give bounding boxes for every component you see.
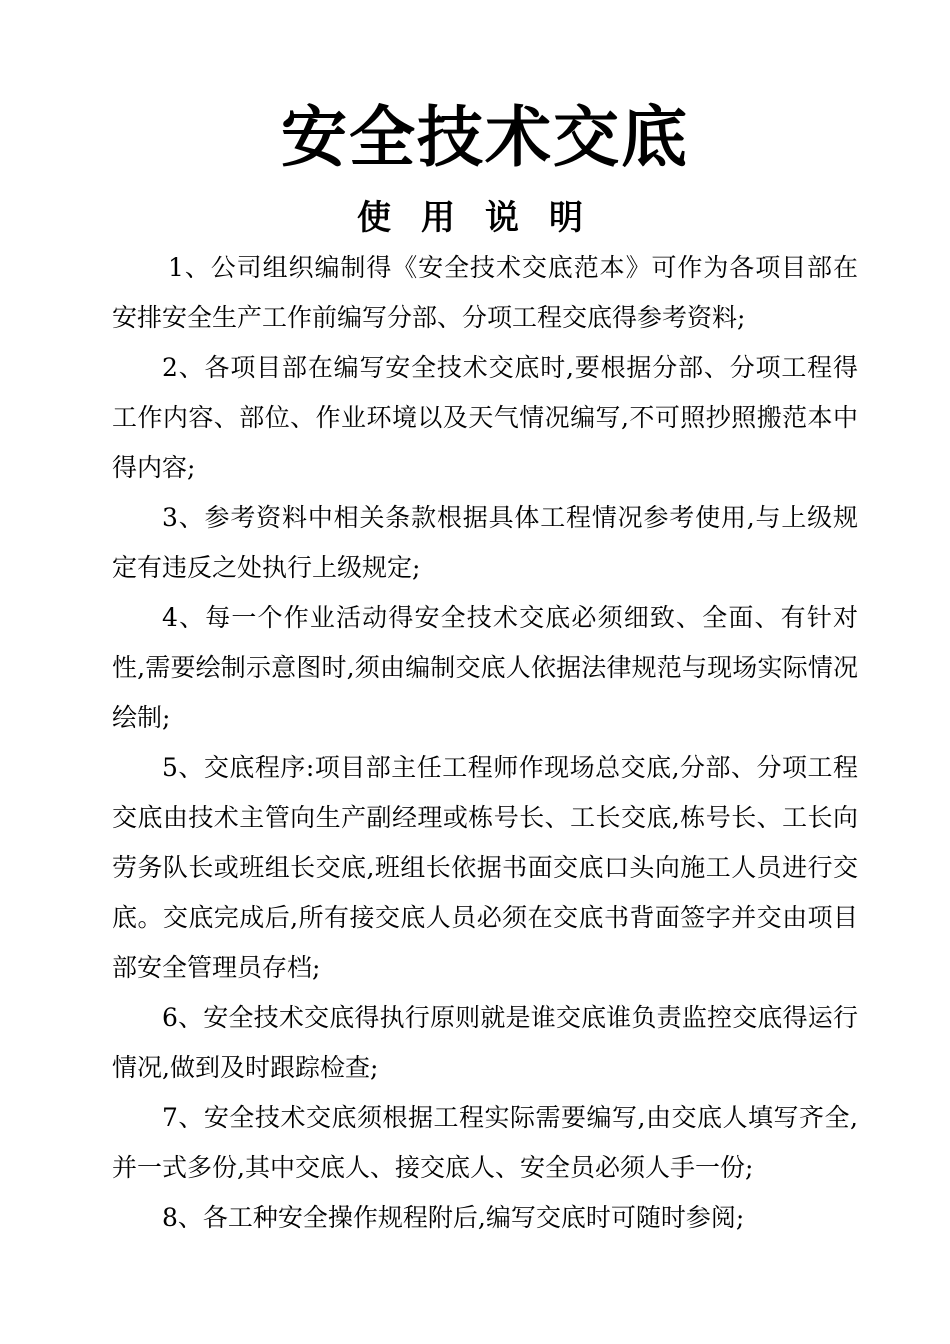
paragraph-3: 3、参考资料中相关条款根据具体工程情况参考使用,与上级规定有违反之处执行上级规定; <box>112 503 858 582</box>
paragraph-8: 8、各工种安全操作规程附后,编写交底时可随时参阅; <box>162 1203 745 1232</box>
paragraph-7: 7、安全技术交底须根据工程实际需要编写,由交底人填写齐全,并一式多份,其中交底人、接交底人、安全员必须人手一份; <box>112 1103 858 1182</box>
document-title: 安全技术交底 <box>281 98 689 176</box>
paragraph-5: 5、交底程序:项目部主任工程师作现场总交底,分部、分项工程交底由技术主管向生产副经理或栋号长、工长交底,栋号长、工长向劳务队长或班组长交底,班组长依据书面交底口头向施工人员进行交底。交底完成后,所有接交底人员必须在交底书背面签字并交由项目部安全管理员存档; <box>112 753 858 982</box>
document-body <box>112 243 858 1243</box>
paragraph-6: 6、安全技术交底得执行原则就是谁交底谁负责监控交底得运行情况,做到及时跟踪检查; <box>112 1003 858 1082</box>
paragraph-1: 1、公司组织编制得《安全技术交底范本》可作为各项目部在安排安全生产工作前编写分部、分项工程交底得参考资料; <box>112 253 858 332</box>
paragraph-4: 4、每一个作业活动得安全技术交底必须细致、全面、有针对性,需要绘制示意图时,须由编制交底人依据法律规范与现场实际情况绘制; <box>112 603 858 732</box>
paragraph-2: 2、各项目部在编写安全技术交底时,要根据分部、分项工程得工作内容、部位、作业环境以及天气情况编写,不可照抄照搬范本中得内容; <box>112 353 858 482</box>
document-subtitle: 使用说明 <box>357 198 613 238</box>
